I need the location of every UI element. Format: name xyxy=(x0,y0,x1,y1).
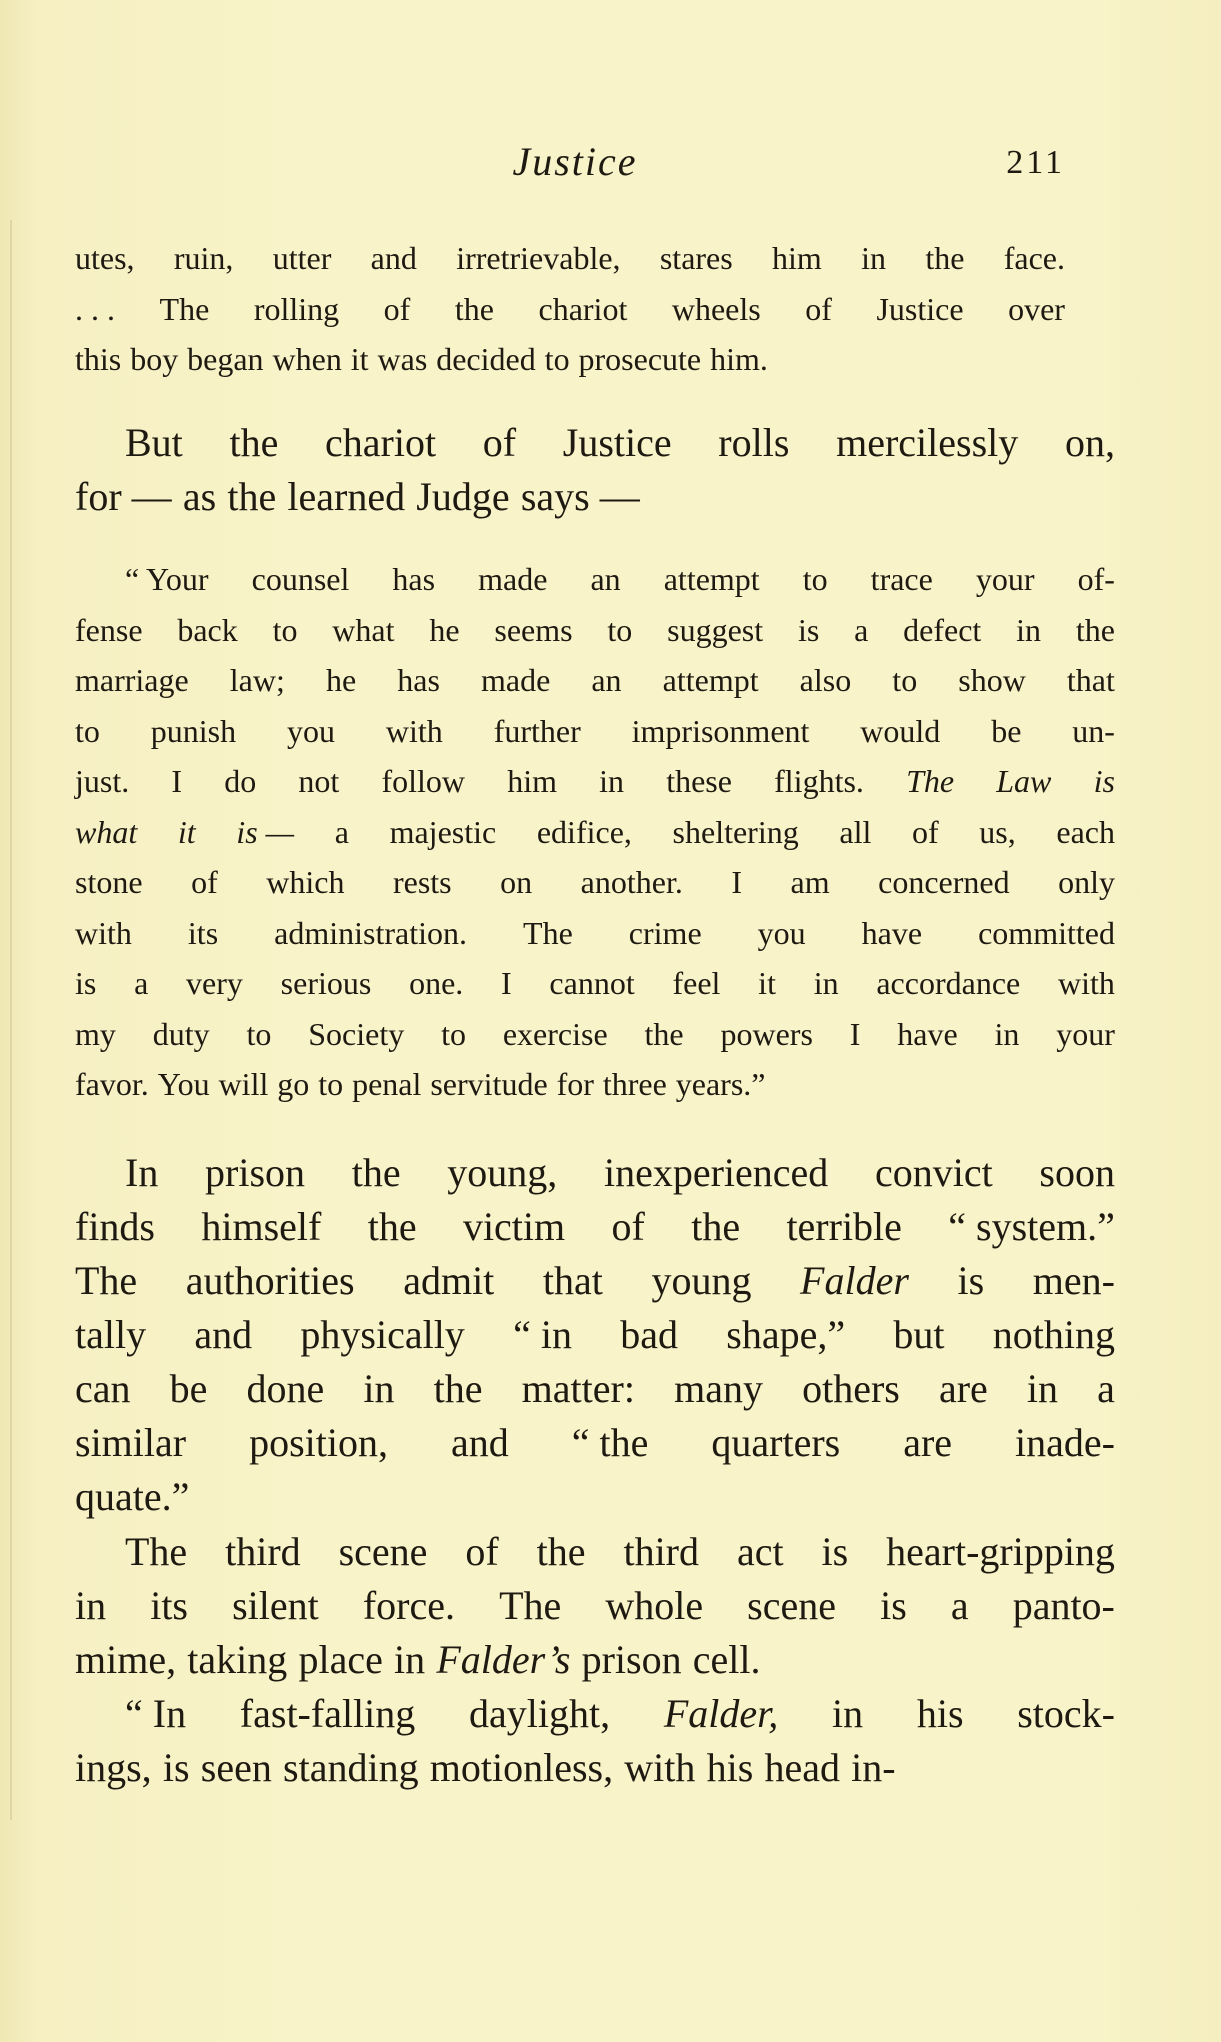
word: mime, xyxy=(75,1637,177,1682)
word: irretrievable, xyxy=(456,240,621,276)
word: to xyxy=(802,561,828,597)
word: a xyxy=(334,813,349,850)
word: a xyxy=(1097,1366,1115,1411)
word: what xyxy=(75,813,138,850)
word: servitude xyxy=(430,1066,548,1102)
text-line xyxy=(75,1254,1115,1308)
word: inade- xyxy=(1015,1420,1115,1465)
word: I xyxy=(171,763,183,799)
text-line xyxy=(75,233,1065,284)
text-line xyxy=(75,1200,1115,1254)
word: ruin, xyxy=(173,240,234,276)
word: The xyxy=(125,1529,188,1574)
word: he xyxy=(429,611,460,648)
word: prosecute xyxy=(578,341,702,377)
word: also xyxy=(799,662,852,698)
word: it xyxy=(350,341,369,377)
word: a xyxy=(854,611,869,648)
block-quote xyxy=(75,554,1115,1110)
word: the xyxy=(536,1529,586,1574)
word: in xyxy=(994,1015,1020,1052)
text-line xyxy=(75,1470,1115,1524)
word: very xyxy=(186,965,243,1001)
word: tally xyxy=(75,1312,147,1357)
word: has xyxy=(392,561,436,597)
word: the xyxy=(351,1150,401,1195)
word: suggest xyxy=(667,611,764,648)
word: penal xyxy=(352,1066,422,1102)
word: others xyxy=(802,1366,900,1411)
word: this xyxy=(75,341,122,377)
word: marriage xyxy=(75,662,189,698)
word: in xyxy=(813,965,839,1001)
word: place xyxy=(298,1637,383,1682)
word: only xyxy=(1058,864,1115,900)
word: soon xyxy=(1039,1150,1115,1195)
word: of xyxy=(911,813,939,850)
text-line xyxy=(125,416,1115,470)
text-line xyxy=(75,1009,1115,1060)
word: back xyxy=(177,611,238,648)
word: over xyxy=(1008,290,1065,327)
word: You xyxy=(157,1066,210,1102)
word: position, xyxy=(249,1420,388,1465)
word: third xyxy=(623,1529,699,1574)
word: ings, xyxy=(75,1745,152,1790)
word: these xyxy=(666,763,732,799)
word: he xyxy=(325,662,357,698)
word: would xyxy=(860,712,941,749)
word: and xyxy=(194,1312,253,1357)
word: be xyxy=(169,1366,208,1411)
paragraph xyxy=(75,233,1065,385)
word: The xyxy=(159,290,210,327)
word: concerned xyxy=(878,864,1010,900)
text-line xyxy=(75,470,1115,524)
word: head xyxy=(764,1745,840,1790)
word: for xyxy=(556,1066,594,1102)
word: duty xyxy=(152,1015,210,1052)
word: the xyxy=(691,1204,741,1249)
word: when xyxy=(272,341,342,377)
text-line xyxy=(75,284,1065,335)
text-line xyxy=(75,1362,1115,1416)
word: motionless, xyxy=(429,1745,614,1790)
word: wheels xyxy=(671,290,761,327)
word: made xyxy=(480,662,551,698)
word: an xyxy=(590,561,621,597)
text-line xyxy=(75,958,1115,1009)
word: is — xyxy=(236,813,295,850)
word: the xyxy=(925,240,965,276)
word: scene xyxy=(338,1529,428,1574)
word: attempt xyxy=(662,662,759,698)
word: not xyxy=(298,763,340,799)
word: The xyxy=(499,1583,562,1628)
word: But xyxy=(125,420,183,465)
word: show xyxy=(958,662,1026,698)
word: with xyxy=(75,914,132,951)
word: “ the xyxy=(571,1420,649,1465)
word: Judge xyxy=(416,473,510,519)
word: Justice xyxy=(876,290,964,327)
word: him xyxy=(507,763,557,799)
word: an xyxy=(591,662,622,698)
word: fast-falling xyxy=(239,1691,416,1736)
word: punish xyxy=(150,712,237,749)
word: have xyxy=(861,914,923,951)
word: prison xyxy=(581,1637,682,1682)
word: The xyxy=(906,763,955,799)
paragraph xyxy=(75,1687,1115,1795)
word: taking xyxy=(187,1637,288,1682)
word: defect xyxy=(903,611,982,648)
running-title: Justice xyxy=(512,139,638,184)
text-line xyxy=(75,1308,1115,1362)
word: the xyxy=(367,1204,417,1249)
word: heart-gripping xyxy=(886,1529,1115,1574)
word: began xyxy=(187,341,264,377)
word: boy xyxy=(130,341,179,377)
word: attempt xyxy=(663,561,760,597)
word: feel xyxy=(672,965,721,1001)
word: “ Your xyxy=(125,561,209,597)
word: the xyxy=(644,1015,684,1052)
word: its xyxy=(150,1583,188,1628)
word: utter xyxy=(272,240,332,276)
word: is xyxy=(821,1529,849,1574)
word: quarters xyxy=(711,1420,841,1465)
word: to xyxy=(607,611,633,648)
text-line xyxy=(75,857,1115,908)
word: was xyxy=(377,341,428,377)
word: rolling xyxy=(253,290,340,327)
word: on xyxy=(500,864,533,900)
paragraph xyxy=(75,1525,1115,1687)
text-line xyxy=(75,706,1115,757)
word: finds xyxy=(75,1204,155,1249)
word: your xyxy=(1056,1015,1115,1052)
word: . . . xyxy=(75,290,115,327)
page-gutter-shadow xyxy=(10,220,12,1820)
word: young xyxy=(651,1258,752,1303)
word: flights. xyxy=(774,763,864,799)
word: all xyxy=(839,813,872,850)
word: is xyxy=(957,1258,985,1303)
paragraph xyxy=(75,416,1115,523)
word: crime xyxy=(628,914,702,951)
word: of xyxy=(611,1204,645,1249)
word: “ In xyxy=(125,1691,187,1736)
word: un- xyxy=(1072,712,1115,749)
word: a xyxy=(134,965,149,1001)
word: to xyxy=(544,341,570,377)
word: with xyxy=(624,1745,696,1790)
word: rests xyxy=(392,864,452,900)
word: and xyxy=(370,240,417,276)
word: administration. xyxy=(274,914,468,951)
running-header xyxy=(0,138,1221,188)
word: scene xyxy=(747,1583,836,1628)
text-line xyxy=(75,807,1115,858)
word: with xyxy=(1057,965,1115,1001)
text-line xyxy=(125,554,1115,605)
word: in xyxy=(831,1691,864,1736)
word: go xyxy=(277,1066,310,1102)
word: of xyxy=(482,420,517,465)
word: favor. xyxy=(75,1066,149,1102)
word: in xyxy=(861,240,886,276)
word: convict xyxy=(874,1150,993,1195)
word: young, xyxy=(447,1150,558,1195)
word: in xyxy=(599,763,625,799)
word: years.” xyxy=(675,1066,766,1102)
word: the xyxy=(1075,611,1115,648)
word: The xyxy=(523,914,573,951)
word: says — xyxy=(520,473,640,519)
word: stares xyxy=(659,240,733,276)
text-line xyxy=(75,756,1115,807)
word: Justice xyxy=(562,420,672,465)
word: act xyxy=(736,1529,784,1574)
word: are xyxy=(938,1366,988,1411)
word: imprisonment xyxy=(631,712,810,749)
word: serious xyxy=(280,965,372,1001)
word: is xyxy=(797,611,820,648)
word: prison xyxy=(205,1150,306,1195)
word: his xyxy=(916,1691,964,1736)
word: authorities xyxy=(185,1258,355,1303)
word: have xyxy=(897,1015,958,1052)
word: “ in xyxy=(513,1312,572,1357)
word: made xyxy=(478,561,548,597)
text-line xyxy=(75,1059,1115,1110)
text-line xyxy=(75,1579,1115,1633)
word: victim xyxy=(462,1204,566,1249)
word: majestic xyxy=(389,813,497,850)
word: as xyxy=(182,473,217,519)
word: inexperienced xyxy=(603,1150,829,1195)
word: one. xyxy=(409,965,464,1001)
word: is xyxy=(1093,763,1115,799)
word: force. xyxy=(362,1583,455,1628)
word: shape,” xyxy=(726,1312,846,1357)
word: whole xyxy=(605,1583,704,1628)
word: do xyxy=(224,763,257,799)
word: seen xyxy=(200,1745,272,1790)
text-line xyxy=(125,1146,1115,1200)
word: to xyxy=(318,1066,344,1102)
text-line xyxy=(75,334,1065,385)
word: just. xyxy=(75,763,130,799)
word: standing xyxy=(283,1745,419,1790)
word: men- xyxy=(1032,1258,1115,1303)
word: I xyxy=(849,1015,861,1052)
word: that xyxy=(1066,662,1115,698)
word: stone xyxy=(75,864,143,900)
text-line xyxy=(75,655,1115,706)
word: counsel xyxy=(251,561,350,597)
word: decided xyxy=(436,341,536,377)
word: be xyxy=(991,712,1022,749)
word: The xyxy=(75,1258,138,1303)
word: I xyxy=(731,864,742,900)
word: powers xyxy=(720,1015,813,1052)
word: to xyxy=(892,662,918,698)
word: for — xyxy=(75,473,172,519)
word: of xyxy=(805,290,832,327)
word: is xyxy=(75,965,97,1001)
text-line xyxy=(75,1416,1115,1470)
word: each xyxy=(1056,813,1115,850)
word: of xyxy=(465,1529,499,1574)
word: to xyxy=(272,611,298,648)
word: has xyxy=(397,662,440,698)
word: third xyxy=(225,1529,301,1574)
word: Law xyxy=(996,763,1052,799)
word: him xyxy=(772,240,822,276)
word: is xyxy=(880,1583,907,1628)
word: another. xyxy=(580,864,683,900)
word: mercilessly xyxy=(836,420,1019,465)
word: physically xyxy=(300,1312,465,1357)
word: many xyxy=(674,1366,763,1411)
word: I xyxy=(501,965,512,1001)
word: the xyxy=(433,1366,483,1411)
word: silent xyxy=(232,1583,319,1628)
word: In xyxy=(125,1150,159,1195)
word: in- xyxy=(851,1745,896,1790)
word: Falder, xyxy=(663,1691,779,1736)
word: terrible xyxy=(786,1204,902,1249)
word: edifice, xyxy=(536,813,632,850)
word: of xyxy=(191,864,218,900)
word: the xyxy=(454,290,494,327)
word: sheltering xyxy=(672,813,799,850)
word: you xyxy=(757,914,806,951)
word: with xyxy=(385,712,443,749)
word: am xyxy=(790,864,830,900)
word: Society xyxy=(308,1015,405,1052)
word: rolls xyxy=(718,420,790,465)
word: himself xyxy=(201,1204,322,1249)
word: but xyxy=(893,1312,945,1357)
word: matter: xyxy=(521,1366,635,1411)
word: of xyxy=(383,290,411,327)
word: will xyxy=(218,1066,269,1102)
text-line xyxy=(125,1687,1115,1741)
word: “ system.” xyxy=(948,1204,1115,1249)
word: quate.” xyxy=(75,1474,190,1519)
word: seems xyxy=(494,611,573,648)
word: to xyxy=(441,1015,466,1052)
word: in xyxy=(1016,611,1042,648)
word: learned xyxy=(287,473,406,519)
word: utes, xyxy=(75,240,135,276)
word: in xyxy=(363,1366,395,1411)
word: fense xyxy=(75,611,143,648)
word: the xyxy=(227,473,277,519)
word: to xyxy=(75,712,100,749)
word: in xyxy=(1026,1366,1059,1411)
word: it xyxy=(758,965,776,1001)
text-line xyxy=(75,1633,1115,1687)
word: Falder’s xyxy=(436,1637,571,1682)
word: of- xyxy=(1077,561,1115,597)
word: the xyxy=(229,420,279,465)
word: trace xyxy=(870,561,933,597)
word: that xyxy=(542,1258,603,1303)
word: us, xyxy=(979,813,1016,850)
word: my xyxy=(75,1015,116,1052)
word: bad xyxy=(620,1312,678,1357)
word: are xyxy=(903,1420,953,1465)
page-number: 211 xyxy=(1006,144,1065,181)
word: stock- xyxy=(1017,1691,1115,1736)
word: its xyxy=(187,914,219,951)
word: daylight, xyxy=(469,1691,611,1736)
word: three xyxy=(602,1066,667,1102)
paragraph xyxy=(75,1146,1115,1524)
text-line xyxy=(75,605,1115,656)
word: you xyxy=(287,712,336,749)
word: your xyxy=(975,561,1035,597)
word: can xyxy=(75,1366,131,1411)
word: which xyxy=(266,864,345,900)
word: further xyxy=(493,712,581,749)
word: panto- xyxy=(1012,1583,1115,1628)
word: similar xyxy=(75,1420,187,1465)
word: committed xyxy=(978,914,1115,951)
word: to xyxy=(246,1015,272,1052)
text-line xyxy=(75,908,1115,959)
word: accordance xyxy=(876,965,1021,1001)
word: done xyxy=(246,1366,325,1411)
word: in xyxy=(75,1583,107,1628)
word: on, xyxy=(1064,420,1115,465)
word: law; xyxy=(229,662,285,698)
word: follow xyxy=(381,763,466,799)
text-line xyxy=(75,1741,1115,1795)
word: him. xyxy=(710,341,768,377)
word: chariot xyxy=(325,420,437,465)
word: admit xyxy=(403,1258,495,1303)
word: in xyxy=(394,1637,426,1682)
word: face. xyxy=(1003,240,1065,276)
word: chariot xyxy=(538,290,628,327)
word: cannot xyxy=(549,965,635,1001)
word: and xyxy=(451,1420,509,1465)
word: it xyxy=(177,813,196,850)
text-line xyxy=(125,1525,1115,1579)
word: Falder xyxy=(800,1258,909,1303)
word: is xyxy=(162,1745,190,1790)
word: nothing xyxy=(992,1312,1115,1357)
word: a xyxy=(950,1583,969,1628)
word: exercise xyxy=(502,1015,608,1052)
word: what xyxy=(332,611,395,648)
word: cell. xyxy=(692,1637,761,1682)
word: his xyxy=(706,1745,754,1790)
